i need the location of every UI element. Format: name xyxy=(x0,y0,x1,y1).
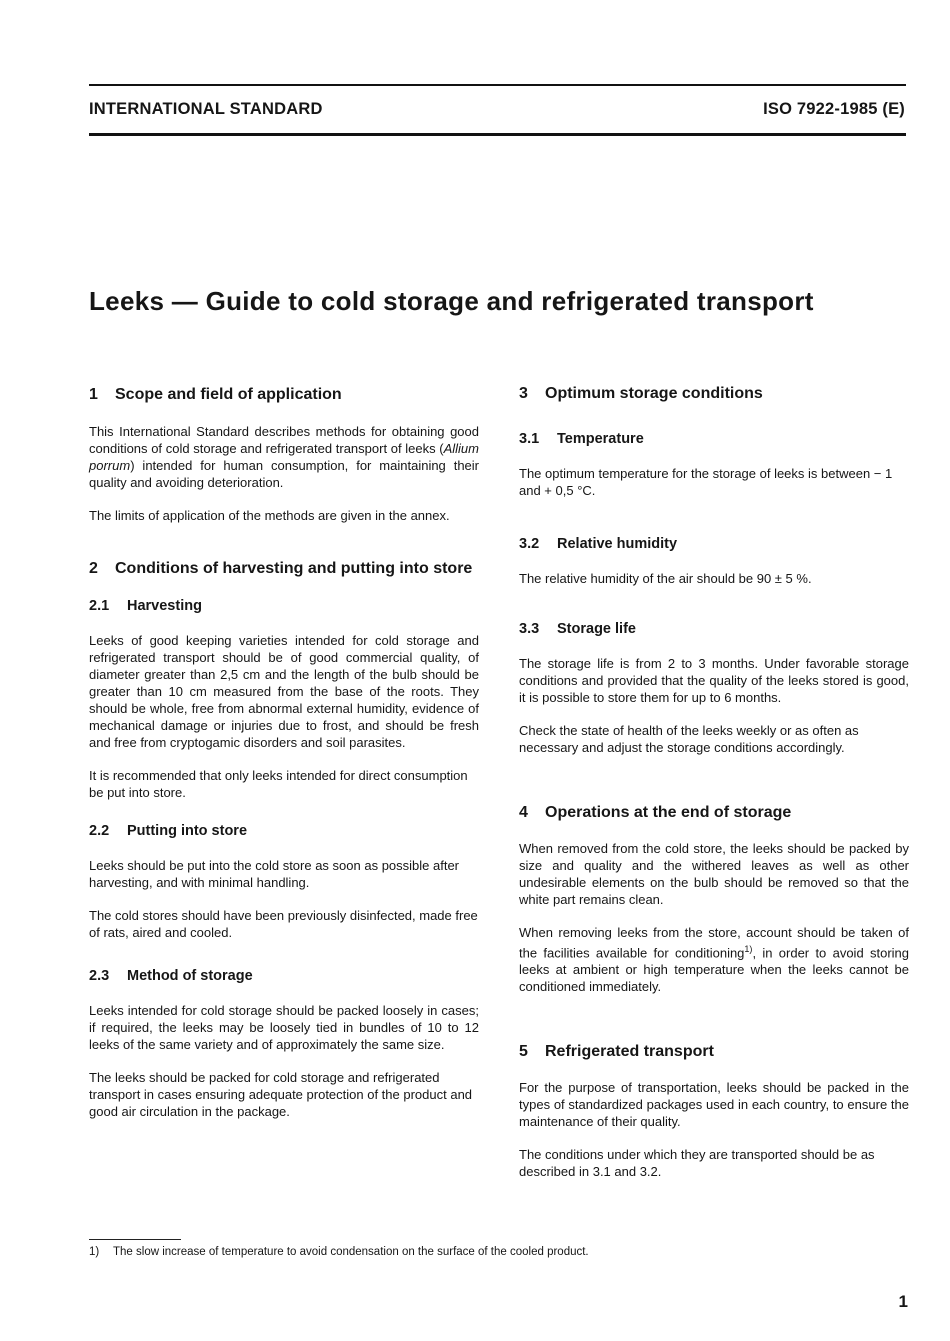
right-column xyxy=(519,383,909,1196)
standard-number: ISO 7922-1985 (E) xyxy=(763,100,905,118)
section-3-3-paragraph-1: The storage life is from 2 to 3 months. Under favorable storage conditions and provided that the quality of the leeks stored is good, it is possible to store them for up to 6 months. xyxy=(519,656,909,705)
section-2-3-heading: 2.3 Method of storage xyxy=(89,968,253,984)
section-3-heading: 3 Optimum storage conditions xyxy=(519,385,763,402)
section-1-paragraph-2: The limits of application of the methods are given in the annex. xyxy=(89,508,450,523)
header-top-rule xyxy=(89,84,906,86)
document-title: Leeks — Guide to cold storage and refrigerated transport xyxy=(89,286,814,316)
section-3-3-paragraph-2: Check the state of health of the leeks weekly or as often as necessary and adjust the storage conditions accordingly. xyxy=(519,723,859,755)
section-2-3-paragraph-2: The leeks should be packed for cold storage and refrigerated transport in cases ensuring adequate protection of the product and good air circulation in the package. xyxy=(89,1070,473,1119)
section-4-paragraph-1: When removed from the cold store, the leeks should be packed by size and quality and the withered leaves as well as other undesirable elements on the bulb should be removed so that the white part remains clean. xyxy=(519,841,909,907)
section-3-2-heading: 3.2 Relative humidity xyxy=(519,536,678,552)
section-2-1-heading: 2.1 Harvesting xyxy=(89,598,202,614)
section-2-2-paragraph-2: The cold stores should have been previously disinfected, made free of rats, aired and cooled. xyxy=(89,908,478,940)
section-1-heading: 1 Scope and field of application xyxy=(89,386,342,403)
footnote-reference: 1) xyxy=(744,944,753,954)
section-5-paragraph-2: The conditions under which they are transported should be as described in 3.1 and 3.2. xyxy=(519,1147,875,1180)
section-2-heading: 2 Conditions of harvesting and putting into store xyxy=(89,560,473,577)
section-5-heading: 5 Refrigerated transport xyxy=(519,1043,714,1061)
left-column xyxy=(89,384,479,1136)
section-4-paragraph-2: When removing leeks from the store, account should be taken of the facilities available for conditioning$^{1)}$, in order to avoid storing leeks at ambient or high temperature when the leeks cannot be conditioned immediately. xyxy=(519,925,909,995)
section-1-paragraph-1: This International Standard describes methods for obtaining good conditions of cold storage and refrigerated transport of leeks (Allium porrum) intended for human consumption, for maintaining their quality and avoiding deterioration. xyxy=(89,424,479,490)
document-type: INTERNATIONAL STANDARD xyxy=(89,100,323,118)
section-3-3-heading: 3.3 Storage life xyxy=(519,621,636,637)
section-3-1-heading: 3.1 Temperature xyxy=(519,431,644,447)
section-2-2-paragraph-1: Leeks should be put into the cold store as soon as possible after harvesting, and with minimal handling. xyxy=(89,858,460,890)
footnote: 1) The slow increase of temperature to avoid condensation on the surface of the cooled product. xyxy=(89,1246,589,1258)
section-2-1-paragraph-1: Leeks of good keeping varieties intended for cold storage and refrigerated transport should be of good commercial quality, of diameter greater than 2,5 cm and the length of the bulb should be greater than 10 cm measured from the base of the roots. They should be whole, free from abnormal external humidity, evidence of mechanical damage or injuries due to frost, and should be fresh and free from cryptogamic disorders and soil parasites. xyxy=(89,633,479,750)
footnote-rule xyxy=(89,1239,181,1240)
section-4-heading: 4 Operations at the end of storage xyxy=(519,804,792,821)
section-3-1-paragraph-1: The optimum temperature for the storage of leeks is between − 1 and + 0,5 °C. xyxy=(519,466,893,498)
section-2-2-heading: 2.2 Putting into store xyxy=(89,823,248,839)
section-2-3-paragraph-1: Leeks intended for cold storage should be packed loosely in cases; if required, the leeks may be loosely tied in bundles of 10 to 12 leeks of the same variety and of approximately the same size. xyxy=(89,1003,479,1052)
section-3-2-paragraph-1: The relative humidity of the air should be 90 ± 5 %. xyxy=(519,571,812,586)
header-bottom-rule xyxy=(89,133,906,136)
page-number: 1 xyxy=(898,1292,908,1311)
section-5-paragraph-1: For the purpose of transportation, leeks should be packed in the types of standardized packages used in each country, to ensure the maintenance of their quality. xyxy=(519,1080,909,1130)
section-2-1-paragraph-2: It is recommended that only leeks intended for direct consumption be put into store. xyxy=(89,768,468,800)
